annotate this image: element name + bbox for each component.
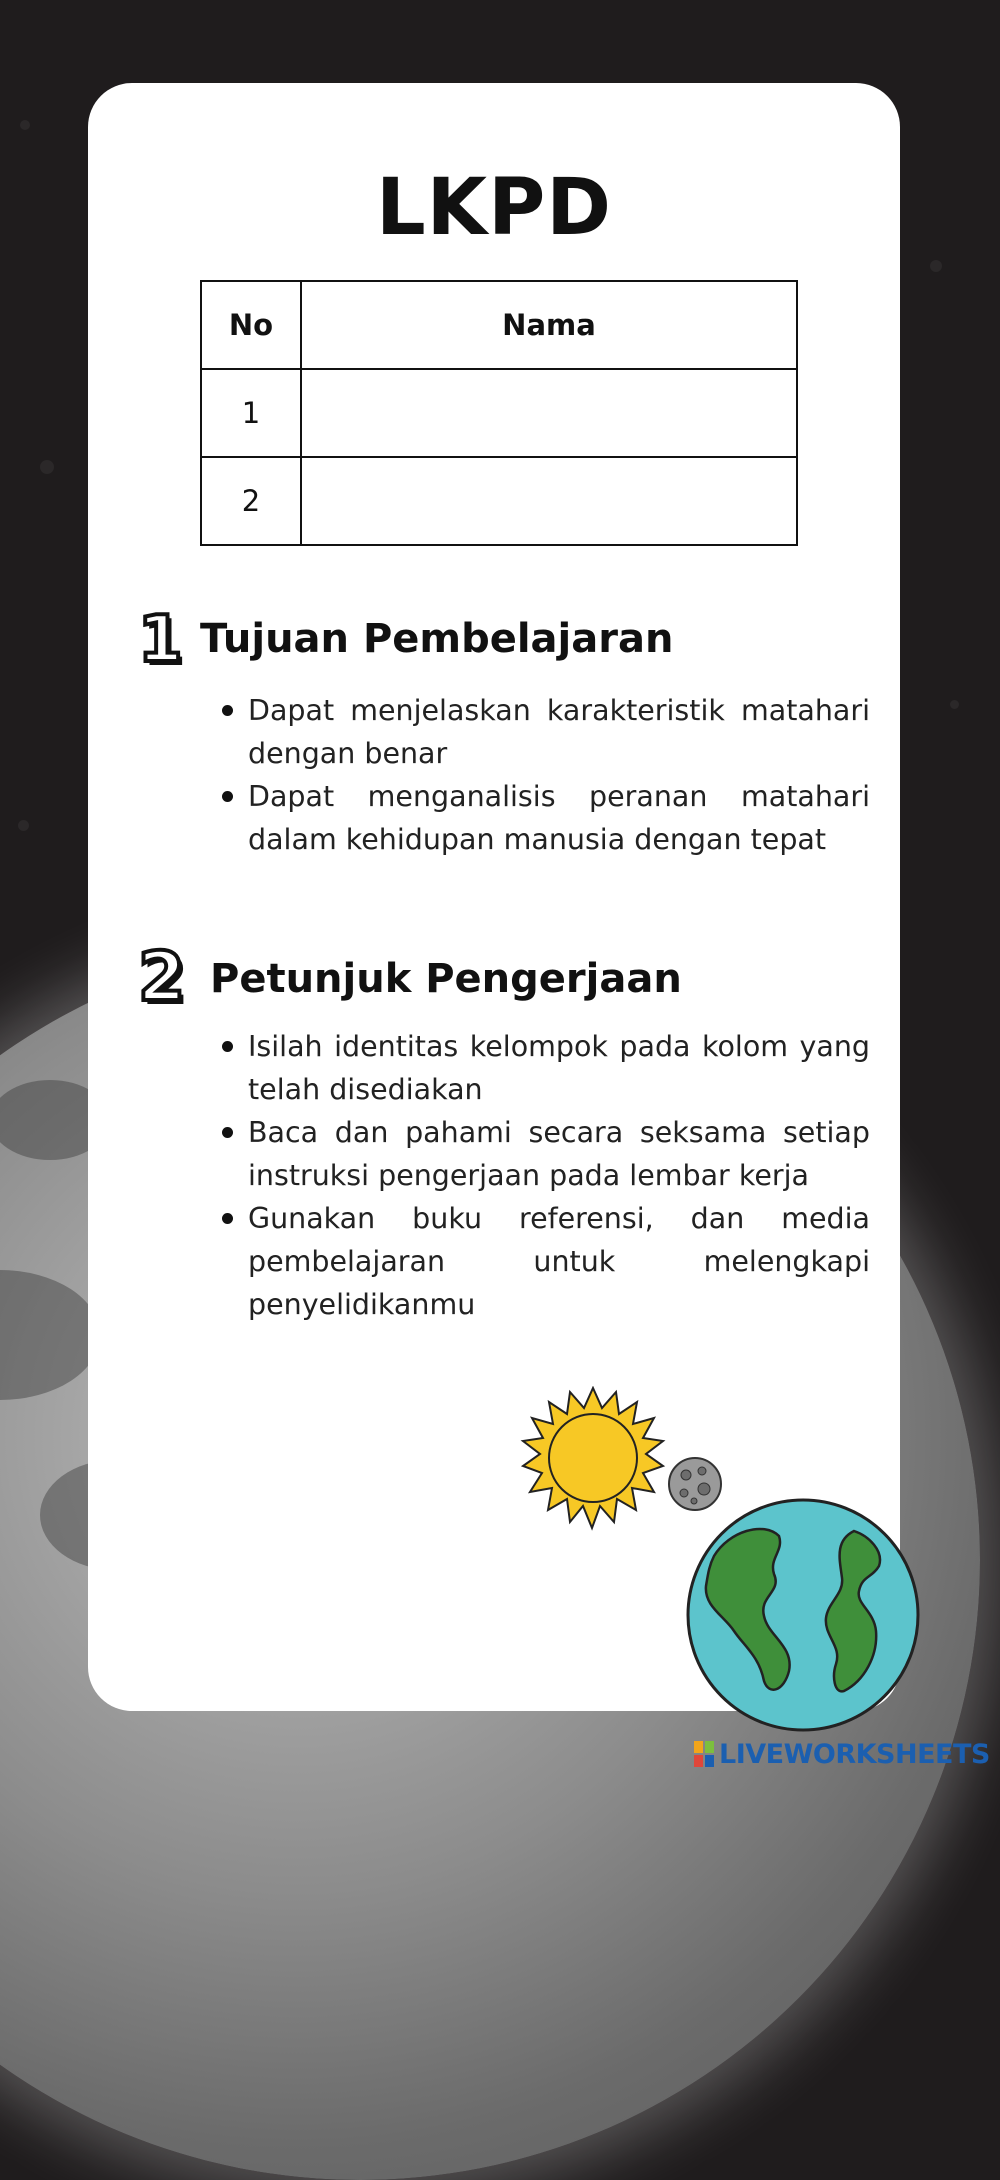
group-identity-table	[200, 280, 798, 546]
liveworksheets-logo-mark	[693, 1740, 715, 1768]
section-number-1: 1	[138, 603, 183, 677]
list-item: Gunakan buku referensi, dan media pembelajaran untuk melengkapi penyelidikanmu	[248, 1197, 870, 1326]
page-title: LKPD	[375, 163, 613, 253]
background-speck	[20, 120, 30, 130]
list-item: Isilah identitas kelompok pada kolom yang telah disediakan	[248, 1025, 870, 1111]
liveworksheets-logo-text: LIVEWORKSHEETS	[719, 1738, 990, 1770]
background-speck	[40, 460, 54, 474]
instructions-list	[248, 1025, 870, 1326]
list-item: Baca dan pahami secara seksama setiap instruksi pengerjaan pada lembar kerja	[248, 1111, 870, 1197]
list-item: Dapat menjelaskan karakteristik matahari dengan benar	[248, 689, 870, 775]
sun-icon	[520, 1386, 666, 1532]
row-number: 2	[201, 457, 301, 545]
section-title-petunjuk: Petunjuk Pengerjaan	[210, 956, 682, 1002]
row-number: 1	[201, 369, 301, 457]
worksheet-card	[88, 83, 900, 1711]
background-speck	[950, 700, 959, 709]
column-header-nama: Nama	[301, 281, 797, 369]
column-header-no: No	[201, 281, 301, 369]
name-cell[interactable]	[301, 369, 797, 457]
section-number-2: 2	[138, 938, 186, 1017]
table-row	[201, 457, 797, 545]
learning-objectives-list	[248, 689, 870, 861]
table-header-row	[201, 281, 797, 369]
section-title-tujuan: Tujuan Pembelajaran	[200, 616, 674, 662]
list-item: Dapat menganalisis peranan matahari dalam kehidupan manusia dengan tepat	[248, 775, 870, 861]
earth-icon	[684, 1496, 922, 1734]
background-speck	[930, 260, 942, 272]
liveworksheets-logo	[693, 1737, 990, 1771]
table-row	[201, 369, 797, 457]
name-cell[interactable]	[301, 457, 797, 545]
background-speck	[18, 820, 29, 831]
crater	[0, 1270, 100, 1400]
